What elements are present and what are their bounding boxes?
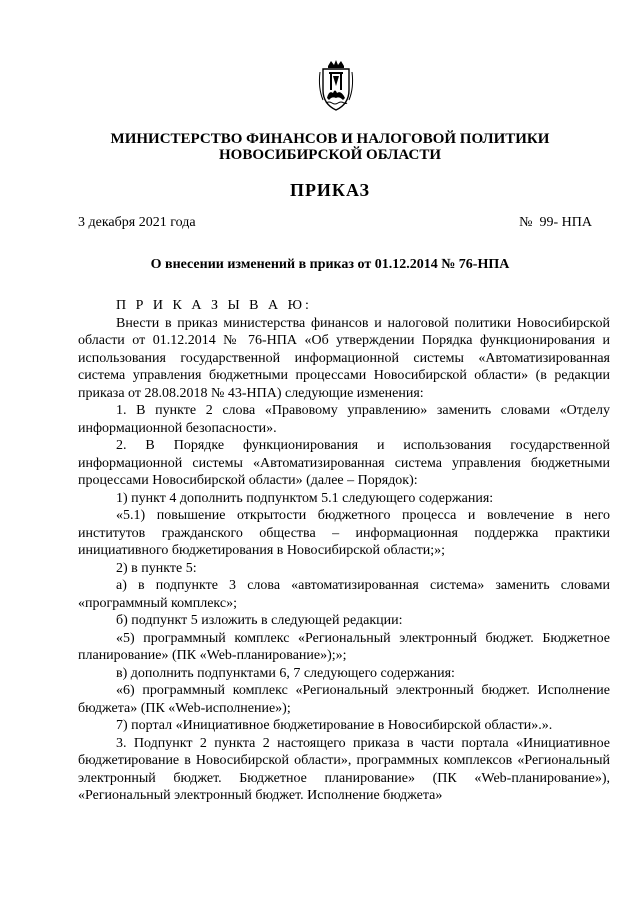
body-paragraph: 1. В пункте 2 слова «Правовому управлению» заменить словами «Отделу информационной безопасности». [78, 403, 610, 436]
document-body [78, 297, 610, 805]
body-paragraph: «6) программный комплекс «Региональный электронный бюджет. Исполнение бюджета» (ПК «Web-исполнение»); [78, 683, 610, 716]
document-date: 3 декабря 2021 года [78, 215, 196, 230]
ministry-name-line2: НОВОСИБИРСКОЙ ОБЛАСТИ [218, 147, 442, 163]
body-paragraph: а) в подпункте 3 слова «автоматизированная система» заменить словами «программный комплекс»; [78, 578, 610, 611]
coat-of-arms-icon [315, 60, 357, 112]
body-paragraph: «5.1) повышение открытости бюджетного процесса и вовлечение в него институтов гражданского общества – информационная поддержка практики инициативного бюджетирования в Новосибирской области;»; [78, 508, 610, 558]
document-subject: О внесении изменений в приказ от 01.12.2014 № 76-НПА [150, 257, 510, 272]
body-paragraph: б) подпункт 5 изложить в следующей редакции: [116, 613, 403, 628]
body-paragraph: 2) в пункте 5: [116, 560, 197, 576]
order-word: П Р И К А З Ы В А Ю: [116, 298, 312, 313]
ministry-name-line1: МИНИСТЕРСТВО ФИНАНСОВ И НАЛОГОВОЙ ПОЛИТИКИ [110, 131, 550, 147]
body-paragraph: 7) портал «Инициативное бюджетирование в Новосибирской области».». [116, 718, 553, 733]
body-paragraph: «5) программный комплекс «Региональный электронный бюджет. Бюджетное планирование» (ПК «Web-планирование»);»; [78, 630, 610, 663]
document-type-title: ПРИКАЗ [289, 180, 371, 200]
body-paragraph: 2. В Порядке функционирования и использования государственной информационной системы «Автоматизированная система управления бюджетными процессами Новосибирской области» (далее – Порядок): [78, 438, 610, 488]
body-paragraph: 3. Подпункт 2 пункта 2 настоящего приказа в части портала «Инициативное бюджетирование в Новосибирской области», программных комплексов «Региональный электронный бюджет. Бюджетное планирование» (ПК «Web-планирование»), «Региональный электронный бюджет. Исполнение бюджета» [78, 735, 610, 803]
body-paragraph: 1) пункт 4 дополнить подпунктом 5.1 следующего содержания: [116, 490, 494, 506]
document-number: № 99- НПА [519, 215, 592, 230]
body-paragraph: в) дополнить подпунктами 6, 7 следующего содержания: [116, 665, 455, 681]
body-paragraph: Внести в приказ министерства финансов и налоговой политики Новосибирской области от 01.12.2014 № 76-НПА «Об утверждении Порядка функционирования и использования государственной информационной системы «Автоматизированная система управления бюджетными процессами Новосибирской области» (в редакции приказа от 28.08.2018 № 43-НПА) следующие изменения: [78, 315, 610, 401]
